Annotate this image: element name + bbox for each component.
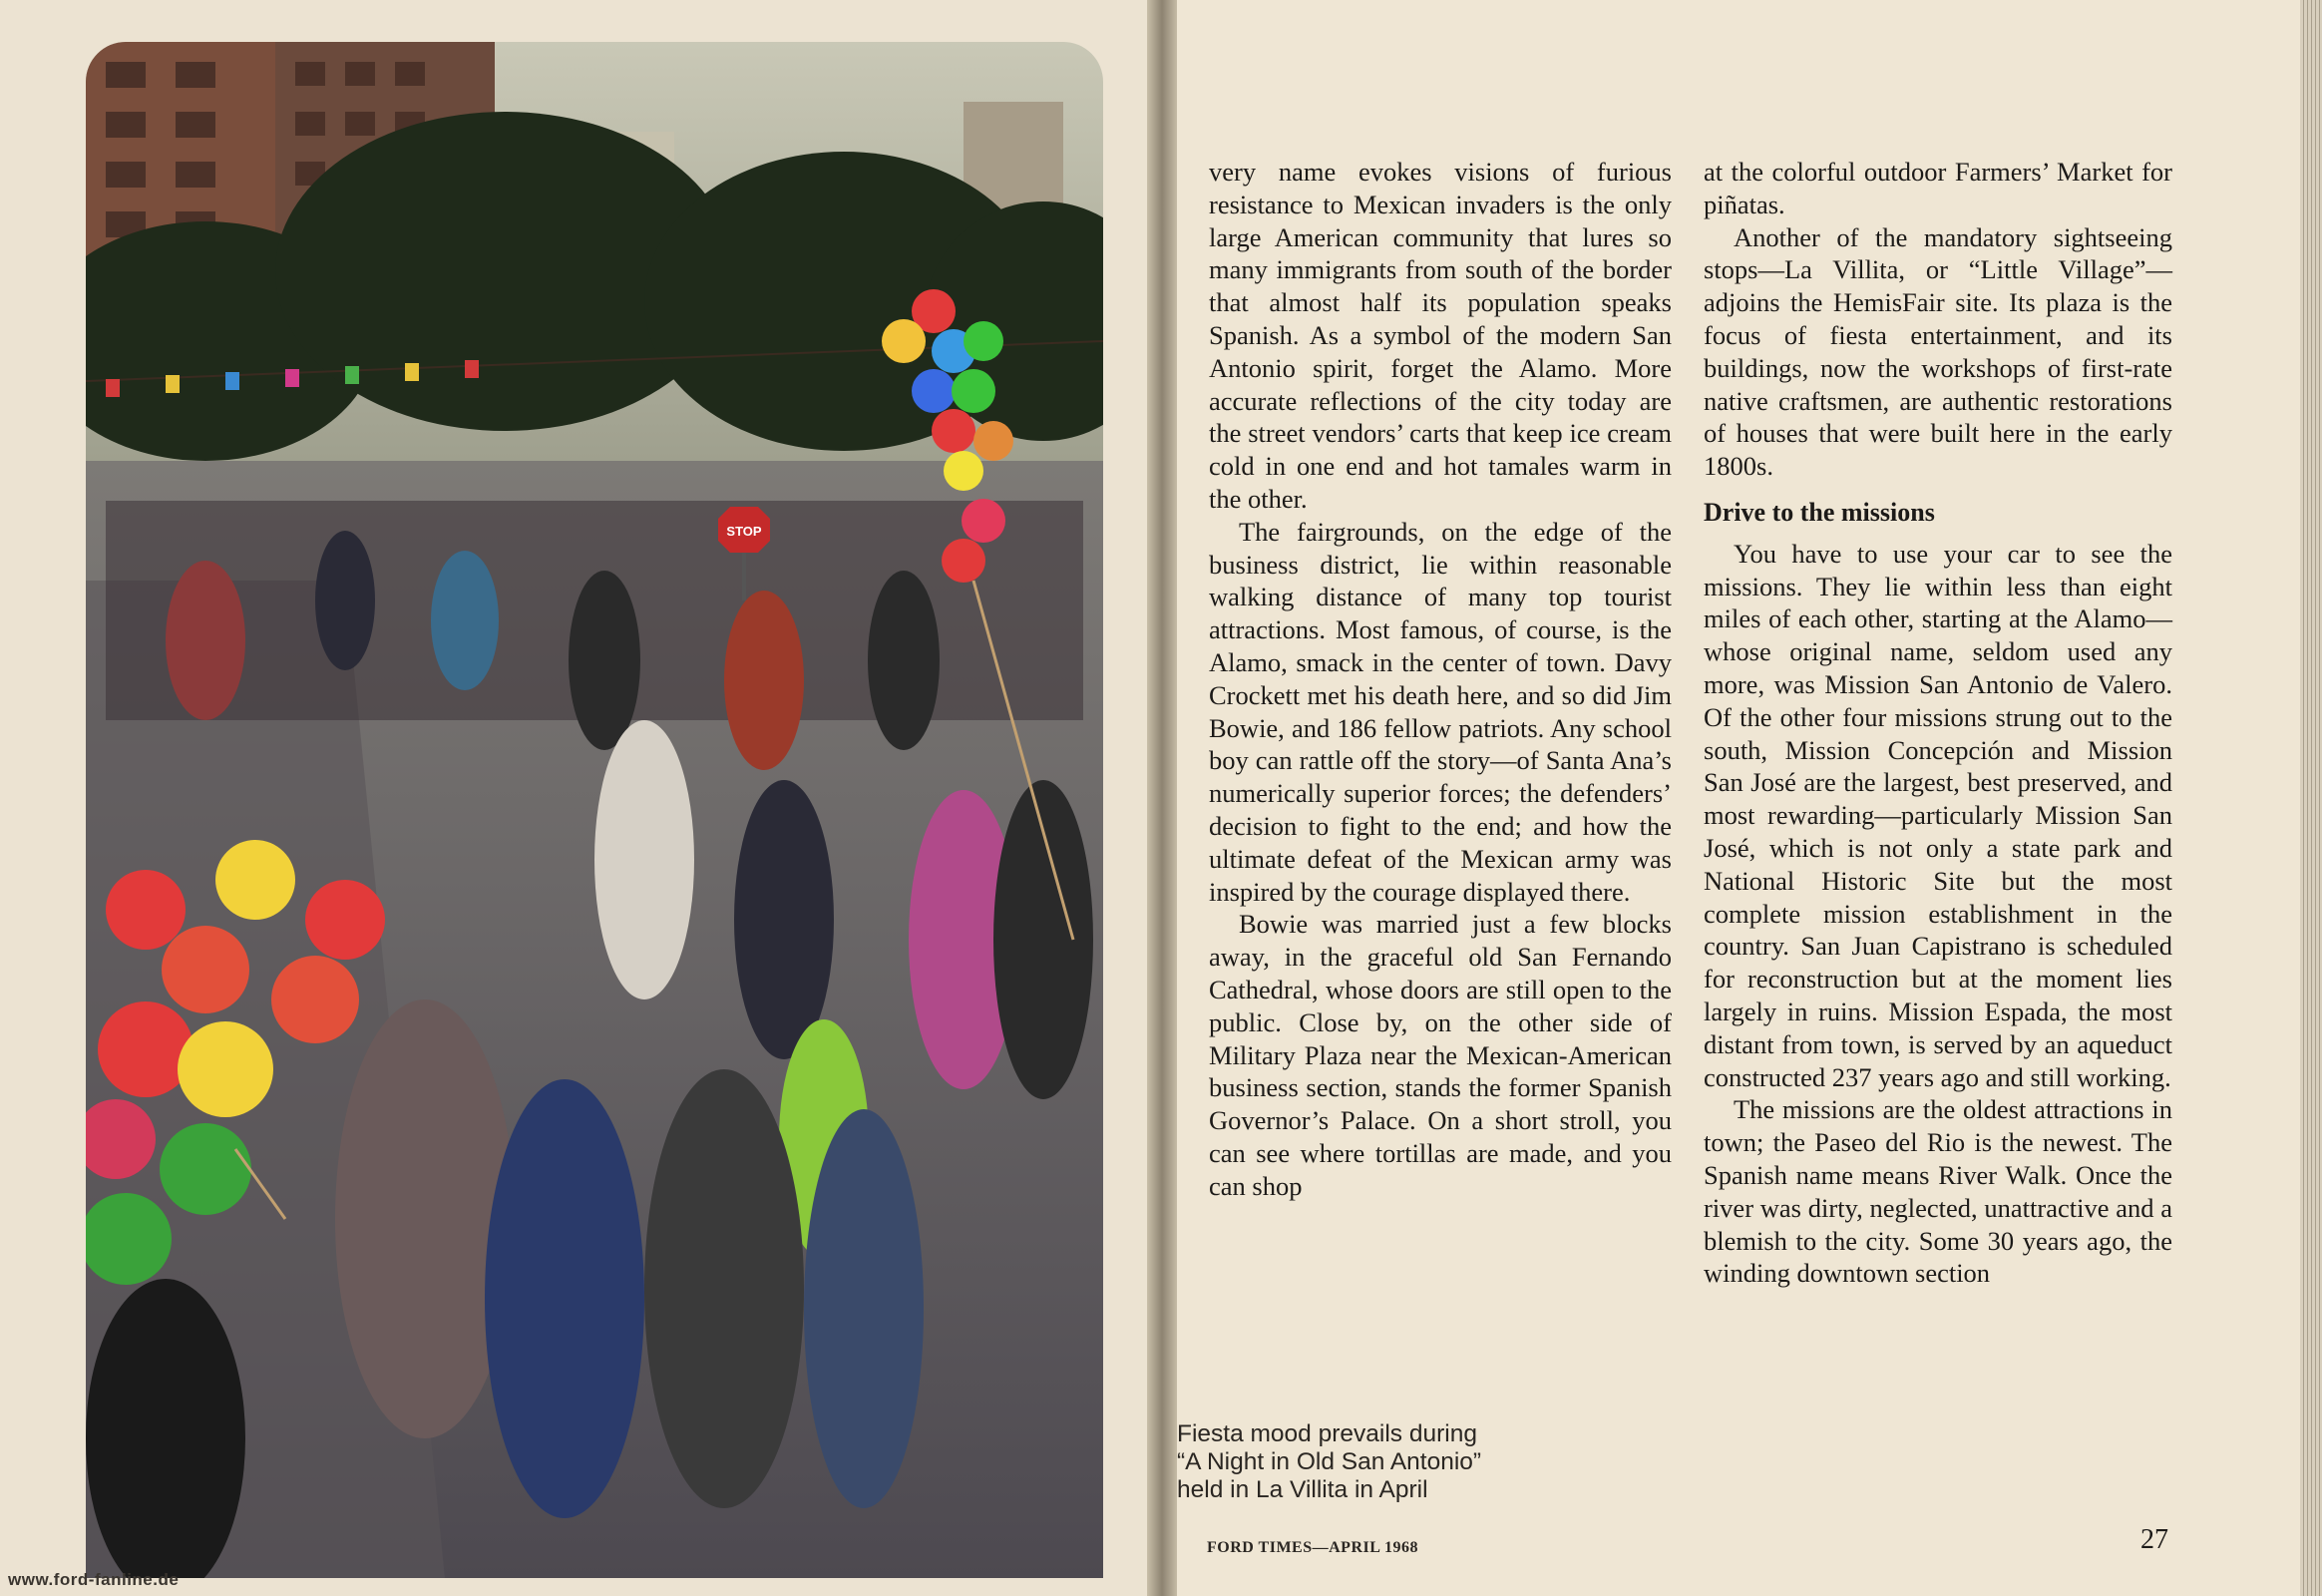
- paragraph: very name evokes visions of furious resistance to Mexican invaders is the only large American community that lures so many immigrants from south of the border that almost half its population speaks Spanish. As a symbol of the modern San Antonio spirit, forget the Alamo. More accurate reflections of the city today are the street vendors’ carts that keep ice cream cold in one end and hot tamales warm in the other.: [1209, 157, 1672, 514]
- paragraph: The missions are the oldest attractions in town; the Paseo del Rio is the newest. The Spanish name means River Walk. Once the river was dirty, neglected, unattractive and a blemish to the city. Some 30 years ago, the winding downtown section: [1704, 1094, 2172, 1289]
- paragraph: You have to use your car to see the missions. They lie within less than eight miles of each other, starting at the Alamo—whose original name, seldom used any more, was Mission San Antonio de Valero. Of the other four missions strung out to the south, Mission Concepción and Mission San José are the largest, best preserved, and most rewarding—particularly Mission San José, which is not only a state park and National Historic Site but the most complete mission establishment in the country. San Juan Capistrano is scheduled for reconstruction but at the moment lies largely in ruins. Mission Espada, the most distant from town, is served by an aqueduct constructed 237 years ago and still working.: [1704, 538, 2172, 1092]
- paragraph: The fairgrounds, on the edge of the business district, lie within reasonable walking distance of many top tourist attractions. Most famous, of course, is the Alamo, smack in the center of town. Davy Crockett met his death here, and so did Jim Bowie, and 186 fellow patriots. Any school boy can rattle off the story—of Santa Ana’s numerically superior forces; the defenders’ decision to fight to the end; and how the ultimate defeat of the Mexican army was inspired by the courage displayed there.: [1209, 516, 1672, 907]
- photo-caption: [1177, 1420, 1616, 1504]
- text-column-1: [1209, 156, 1672, 1203]
- right-page: [1177, 0, 2322, 1596]
- paragraph: at the colorful outdoor Farmers’ Market for piñatas.: [1704, 157, 2172, 219]
- paragraph: Another of the mandatory sightseeing stops—La Villita, or “Little Village”—adjoins the HemisFair site. Its plaza is the focus of fiesta entertainment, and its buildings, now the workshops of first-rate native craftsmen, are authentic restorations of houses that were built here in the early 1800s.: [1704, 221, 2172, 482]
- crowd-fiesta-photo-icon: [86, 42, 1103, 1578]
- spine-gutter: [1147, 0, 1177, 1596]
- stop-sign-text: STOP: [726, 524, 762, 539]
- left-page: [0, 0, 1147, 1596]
- caption-line: held in La Villita in April: [1177, 1476, 1428, 1503]
- text-column-2: [1704, 156, 2172, 1290]
- magazine-footer: FORD TIMES—APRIL 1968: [1207, 1539, 1419, 1556]
- section-subhead: Drive to the missions: [1704, 497, 1935, 527]
- paragraph: Bowie was married just a few blocks away, in the graceful old San Fernando Cathedral, whose doors are still open to the public. Close by, on the other side of Military Plaza near the Mexican-American business section, stands the former Spanish Governor’s Palace. On a short stroll, you can see where tortillas are made, and you can shop: [1209, 909, 1672, 1201]
- fiesta-crowd-photo: [86, 42, 1103, 1578]
- page-number: 27: [2140, 1524, 2168, 1555]
- caption-line: Fiesta mood prevails during: [1177, 1420, 1477, 1447]
- caption-line: “A Night in Old San Antonio”: [1177, 1448, 1482, 1475]
- page-edges: [2300, 0, 2322, 1596]
- watermark-text: www.ford-fanline.de: [8, 1570, 180, 1589]
